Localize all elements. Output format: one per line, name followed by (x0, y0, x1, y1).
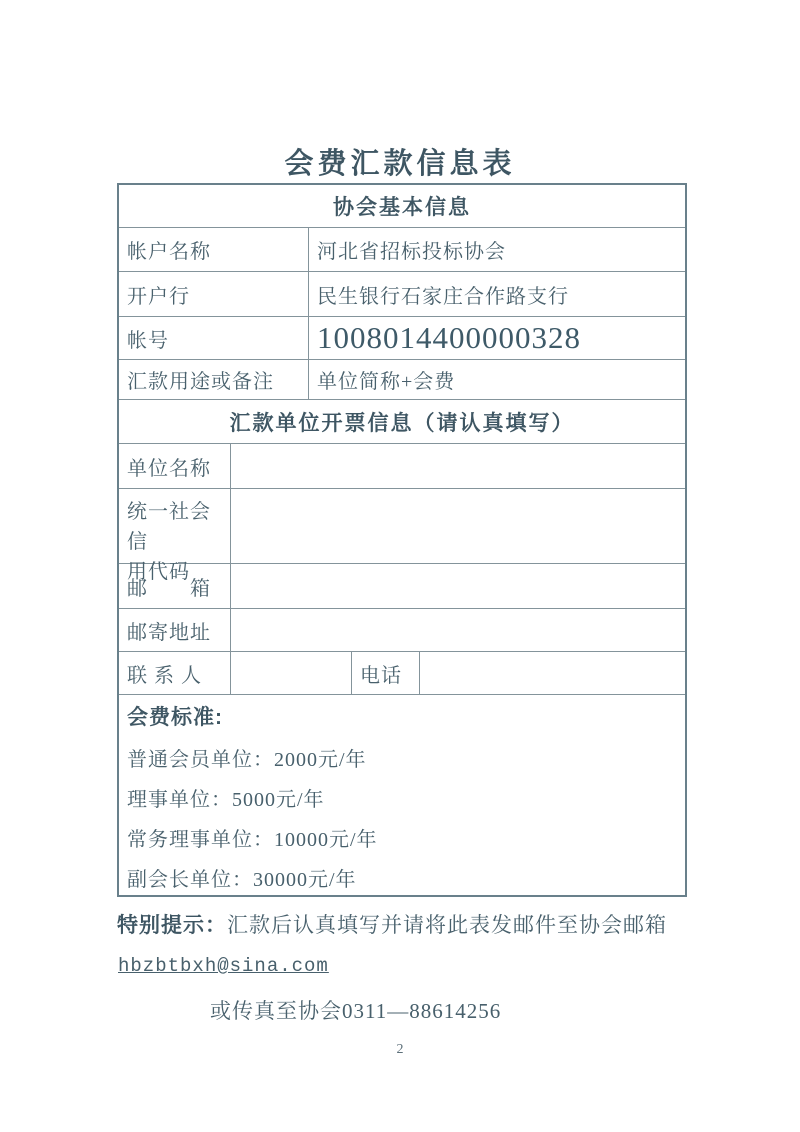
fee-standards-block (119, 694, 685, 895)
contact-person-value (231, 652, 352, 694)
credit-code-label (119, 489, 231, 583)
account-number-label: 帐号 (119, 317, 309, 359)
account-name-label: 帐户名称 (119, 228, 309, 271)
credit-code-value (231, 489, 685, 563)
phone-value (420, 652, 685, 694)
table-row (119, 271, 685, 316)
phone-label: 电话 (352, 652, 420, 694)
section-header-row (119, 185, 685, 227)
credit-code-label-line2: 用代码 (127, 561, 190, 583)
section-header-row (119, 399, 685, 443)
fee-standards-heading: 会费标准: (127, 706, 223, 729)
account-name-value: 河北省招标投标协会 (317, 241, 506, 263)
email-value (231, 564, 685, 608)
special-notice-text: 汇款后认真填写并请将此表发邮件至协会邮箱 (227, 913, 667, 937)
page-number: 2 (396, 1042, 404, 1057)
page-title: 会费汇款信息表 (284, 148, 516, 180)
table-row (119, 488, 685, 583)
table-row (119, 227, 685, 271)
table-row (119, 316, 685, 359)
bank-label: 开户行 (119, 272, 309, 316)
special-notice-label: 特别提示： (117, 914, 227, 937)
mailing-address-value (231, 609, 685, 651)
fee-item-vice-president: 副会长单位：30000元/年 (127, 868, 357, 891)
remittance-purpose-label: 汇款用途或备注 (119, 360, 309, 399)
contact-row (119, 651, 685, 694)
unit-name-label: 单位名称 (119, 444, 231, 488)
unit-name-value (231, 444, 685, 488)
special-notice (117, 912, 689, 939)
table-row (119, 563, 685, 608)
fee-item-standing-director: 常务理事单位：10000元/年 (127, 828, 378, 851)
section2-header: 汇款单位开票信息（请认真填写） (229, 410, 575, 435)
account-number-value: 1008014400000328 (317, 320, 581, 355)
table-row (119, 443, 685, 488)
mailing-address-label: 邮寄地址 (119, 609, 231, 651)
association-email: hbzbtbxh@sina.com (118, 955, 329, 977)
table-row (119, 608, 685, 651)
section1-header: 协会基本信息 (333, 195, 471, 219)
bank-value: 民生银行石家庄合作路支行 (317, 285, 569, 308)
contact-person-label: 联 系 人 (119, 652, 231, 694)
remittance-purpose-value: 单位简称+会费 (317, 371, 456, 393)
fax-line: 或传真至协会0311—88614256 (210, 999, 502, 1023)
credit-code-label-line1: 统一社会信 (127, 501, 211, 553)
table-row (119, 359, 685, 399)
email-label: 邮 箱 (119, 564, 231, 608)
fee-item-director: 理事单位：5000元/年 (127, 788, 325, 811)
remittance-info-table (117, 183, 687, 897)
fee-item-regular-member: 普通会员单位：2000元/年 (127, 748, 367, 771)
